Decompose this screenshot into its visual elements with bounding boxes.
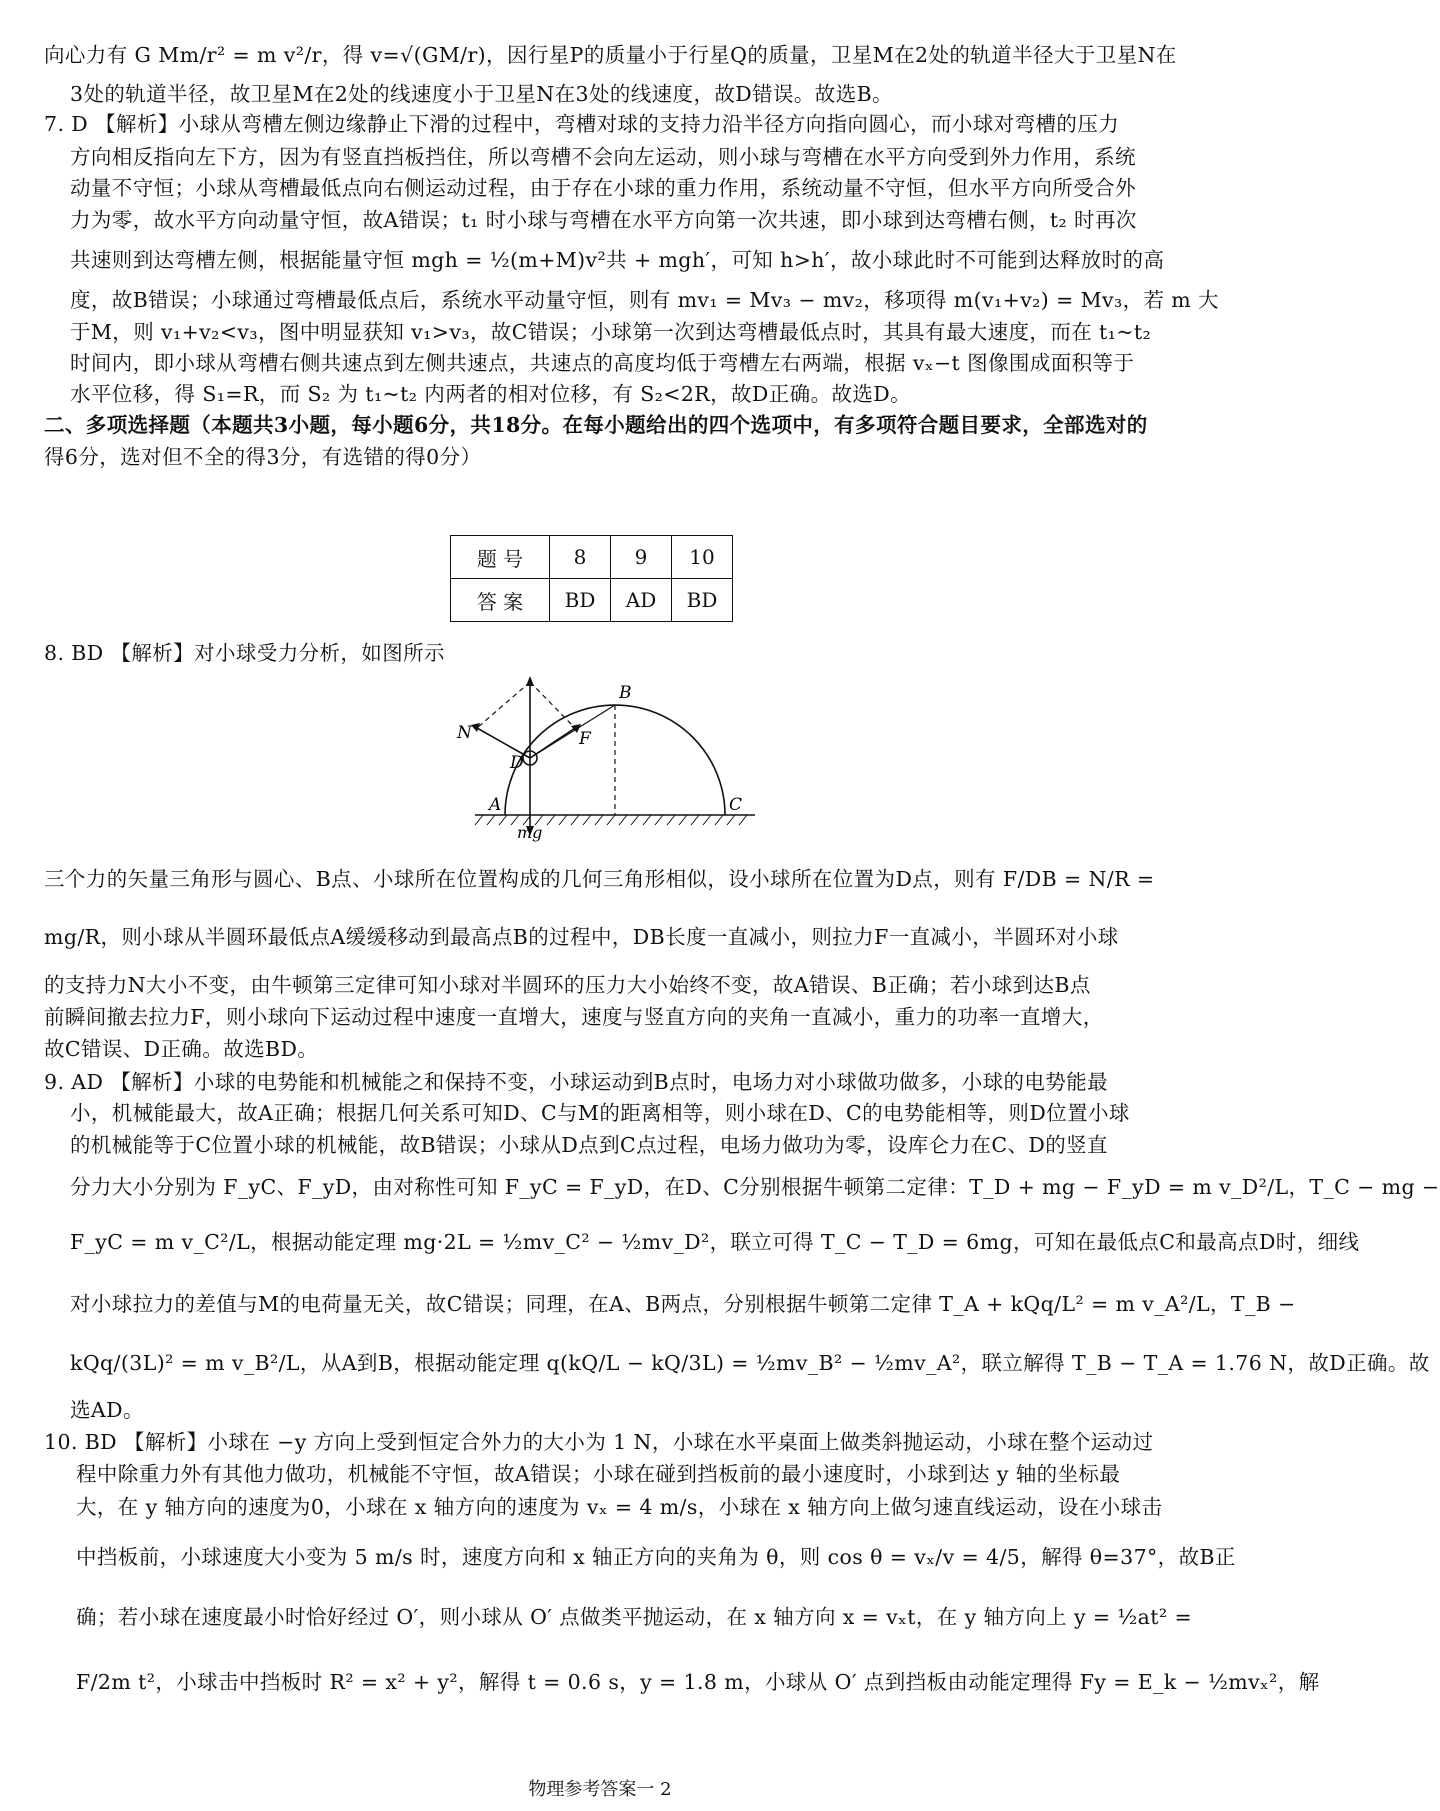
- table-answer-label: 答 案: [451, 579, 550, 622]
- text-line: 水平位移，得 S₁=R，而 S₂ 为 t₁~t₂ 内两者的相对位移，有 S₂<2R，故D正确。故选D。: [70, 382, 912, 406]
- text-line: 故C错误、D正确。故选BD。: [44, 1037, 319, 1061]
- text-line: 小，机械能最大，故A正确；根据几何关系可知D、C与M的距离相等，则小球在D、C的电势能相等，则D位置小球: [70, 1101, 1130, 1125]
- text-line: 的机械能等于C位置小球的机械能，故B错误；小球从D点到C点过程，电场力做功为零，设库仑力在C、D的竖直: [70, 1133, 1108, 1157]
- label-c: C: [729, 795, 743, 815]
- page-footer: 物理参考答案一 2: [528, 1779, 672, 1800]
- label-b: B: [619, 683, 632, 703]
- table-cell: BD: [672, 579, 733, 622]
- text-line: 向心力有 G Mm/r² = m v²/r，得 v=√(GM/r)，因行星P的质量小于行星Q的质量，卫星M在2处的轨道半径大于卫星N在: [44, 43, 1177, 67]
- text-line: F_yC = m v_C²/L，根据动能定理 mg·2L = ½mv_C² − ½mv_D²，联立可得 T_C − T_D = 6mg，可知在最低点C和最高点D时，细线: [70, 1230, 1360, 1254]
- text-line: 3处的轨道半径，故卫星M在2处的线速度小于卫星N在3处的线速度，故D错误。故选B。: [70, 82, 893, 106]
- text-line: 9. AD 【解析】小球的电势能和机械能之和保持不变，小球运动到B点时，电场力对小球做功做多，小球的电势能最: [44, 1070, 1108, 1094]
- text-line: mg/R，则小球从半圆环最低点A缓缓移动到最高点B的过程中，DB长度一直减小，则拉力F一直减小，半圆环对小球: [44, 925, 1119, 949]
- text-line: 三个力的矢量三角形与圆心、B点、小球所在位置构成的几何三角形相似，设小球所在位置为D点，则有 F/DB = N/R =: [44, 867, 1155, 891]
- text-line: 共速则到达弯槽左侧，根据能量守恒 mgh = ½(m+M)v²共 + mgh′，可知 h>h′，故小球此时不可能到达释放时的高: [70, 248, 1165, 272]
- text-line: 的支持力N大小不变，由牛顿第三定律可知小球对半圆环的压力大小始终不变，故A错误、B正确；若小球到达B点: [44, 973, 1091, 997]
- text-line: 对小球拉力的差值与M的电荷量无关，故C错误；同理，在A、B两点，分别根据牛顿第二定律 T_A + kQq/L² = m v_A²/L，T_B −: [70, 1292, 1296, 1316]
- text-line: 8. BD 【解析】对小球受力分析，如图所示: [44, 641, 445, 665]
- force-diagram: [455, 660, 775, 840]
- text-line: kQq/(3L)² = m v_B²/L，从A到B，根据动能定理 q(kQ/L − kQ/3L) = ½mv_B² − ½mv_A²，联立解得 T_B − T_A = 1.76 N，故D正确。故: [70, 1351, 1430, 1375]
- table-cell: AD: [611, 579, 672, 622]
- label-f: F: [579, 729, 591, 749]
- text-line: 于M，则 v₁+v₂<v₃，图中明显获知 v₁>v₃，故C错误；小球第一次到达弯槽最低点时，其具有最大速度，而在 t₁~t₂: [70, 320, 1152, 344]
- table-cell: 10: [672, 536, 733, 579]
- text-line: 选AD。: [70, 1398, 144, 1422]
- answer-table: [450, 535, 733, 622]
- text-line: 力为零，故水平方向动量守恒，故A错误；t₁ 时小球与弯槽在水平方向第一次共速，即小球到达弯槽右侧，t₂ 时再次: [70, 208, 1137, 232]
- label-n: N: [457, 723, 472, 743]
- text-line: 动量不守恒；小球从弯槽最低点向右侧运动过程，由于存在小球的重力作用，系统动量不守恒，但水平方向所受合外: [70, 176, 1136, 200]
- text-line: 前瞬间撤去拉力F，则小球向下运动过程中速度一直增大，速度与竖直方向的夹角一直减小，重力的功率一直增大，: [44, 1005, 1104, 1029]
- table-cell: 8: [550, 536, 611, 579]
- text-line: 度，故B错误；小球通过弯槽最低点后，系统水平动量守恒，则有 mv₁ = Mv₃ − mv₂，移项得 m(v₁+v₂) = Mv₃，若 m 大: [70, 288, 1219, 312]
- text-line: 10. BD 【解析】小球在 −y 方向上受到恒定合外力的大小为 1 N，小球在水平桌面上做类斜抛运动，小球在整个运动过: [44, 1430, 1154, 1454]
- table-cell: 9: [611, 536, 672, 579]
- text-line: 得6分，选对但不全的得3分，有选错的得0分）: [44, 445, 482, 469]
- table-header-label: 题 号: [451, 536, 550, 579]
- text-line: 确；若小球在速度最小时恰好经过 O′，则小球从 O′ 点做类平抛运动，在 x 轴方向 x = vₓt，在 y 轴方向上 y = ½at² =: [76, 1605, 1193, 1629]
- label-a: A: [489, 795, 502, 815]
- label-d: D: [510, 753, 524, 773]
- text-line: 时间内，即小球从弯槽右侧共速点到左侧共速点，共速点的高度均低于弯槽左右两端，根据 vₓ−t 图像围成面积等于: [70, 351, 1135, 375]
- label-mg: mg: [517, 823, 543, 842]
- table-cell: BD: [550, 579, 611, 622]
- text-line: 分力大小分别为 F_yC、F_yD，由对称性可知 F_yC = F_yD，在D、C分别根据牛顿第二定律：T_D + mg − F_yD = m v_D²/L，T_C − mg −: [70, 1175, 1440, 1199]
- text-line: 大，在 y 轴方向的速度为0，小球在 x 轴方向的速度为 vₓ = 4 m/s，小球在 x 轴方向上做匀速直线运动，设在小球击: [76, 1495, 1163, 1519]
- text-line: 7. D 【解析】小球从弯槽左侧边缘静止下滑的过程中，弯槽对球的支持力沿半径方向指向圆心，而小球对弯槽的压力: [44, 112, 1120, 136]
- text-line: 程中除重力外有其他力做功，机械能不守恒，故A错误；小球在碰到挡板前的最小速度时，小球到达 y 轴的坐标最: [76, 1462, 1121, 1486]
- section-heading: 二、多项选择题（本题共3小题，每小题6分，共18分。在每小题给出的四个选项中，有多项符合题目要求，全部选对的: [44, 413, 1148, 437]
- text-line: 中挡板前，小球速度大小变为 5 m/s 时，速度方向和 x 轴正方向的夹角为 θ，则 cos θ = vₓ/v = 4/5，解得 θ=37°，故B正: [76, 1545, 1236, 1569]
- text-line: 方向相反指向左下方，因为有竖直挡板挡住，所以弯槽不会向左运动，则小球与弯槽在水平方向受到外力作用，系统: [70, 145, 1136, 169]
- text-line: F/2m t²，小球击中挡板时 R² = x² + y²，解得 t = 0.6 s，y = 1.8 m，小球从 O′ 点到挡板由动能定理得 Fy = E_k − ½mvₓ²，解: [76, 1670, 1320, 1694]
